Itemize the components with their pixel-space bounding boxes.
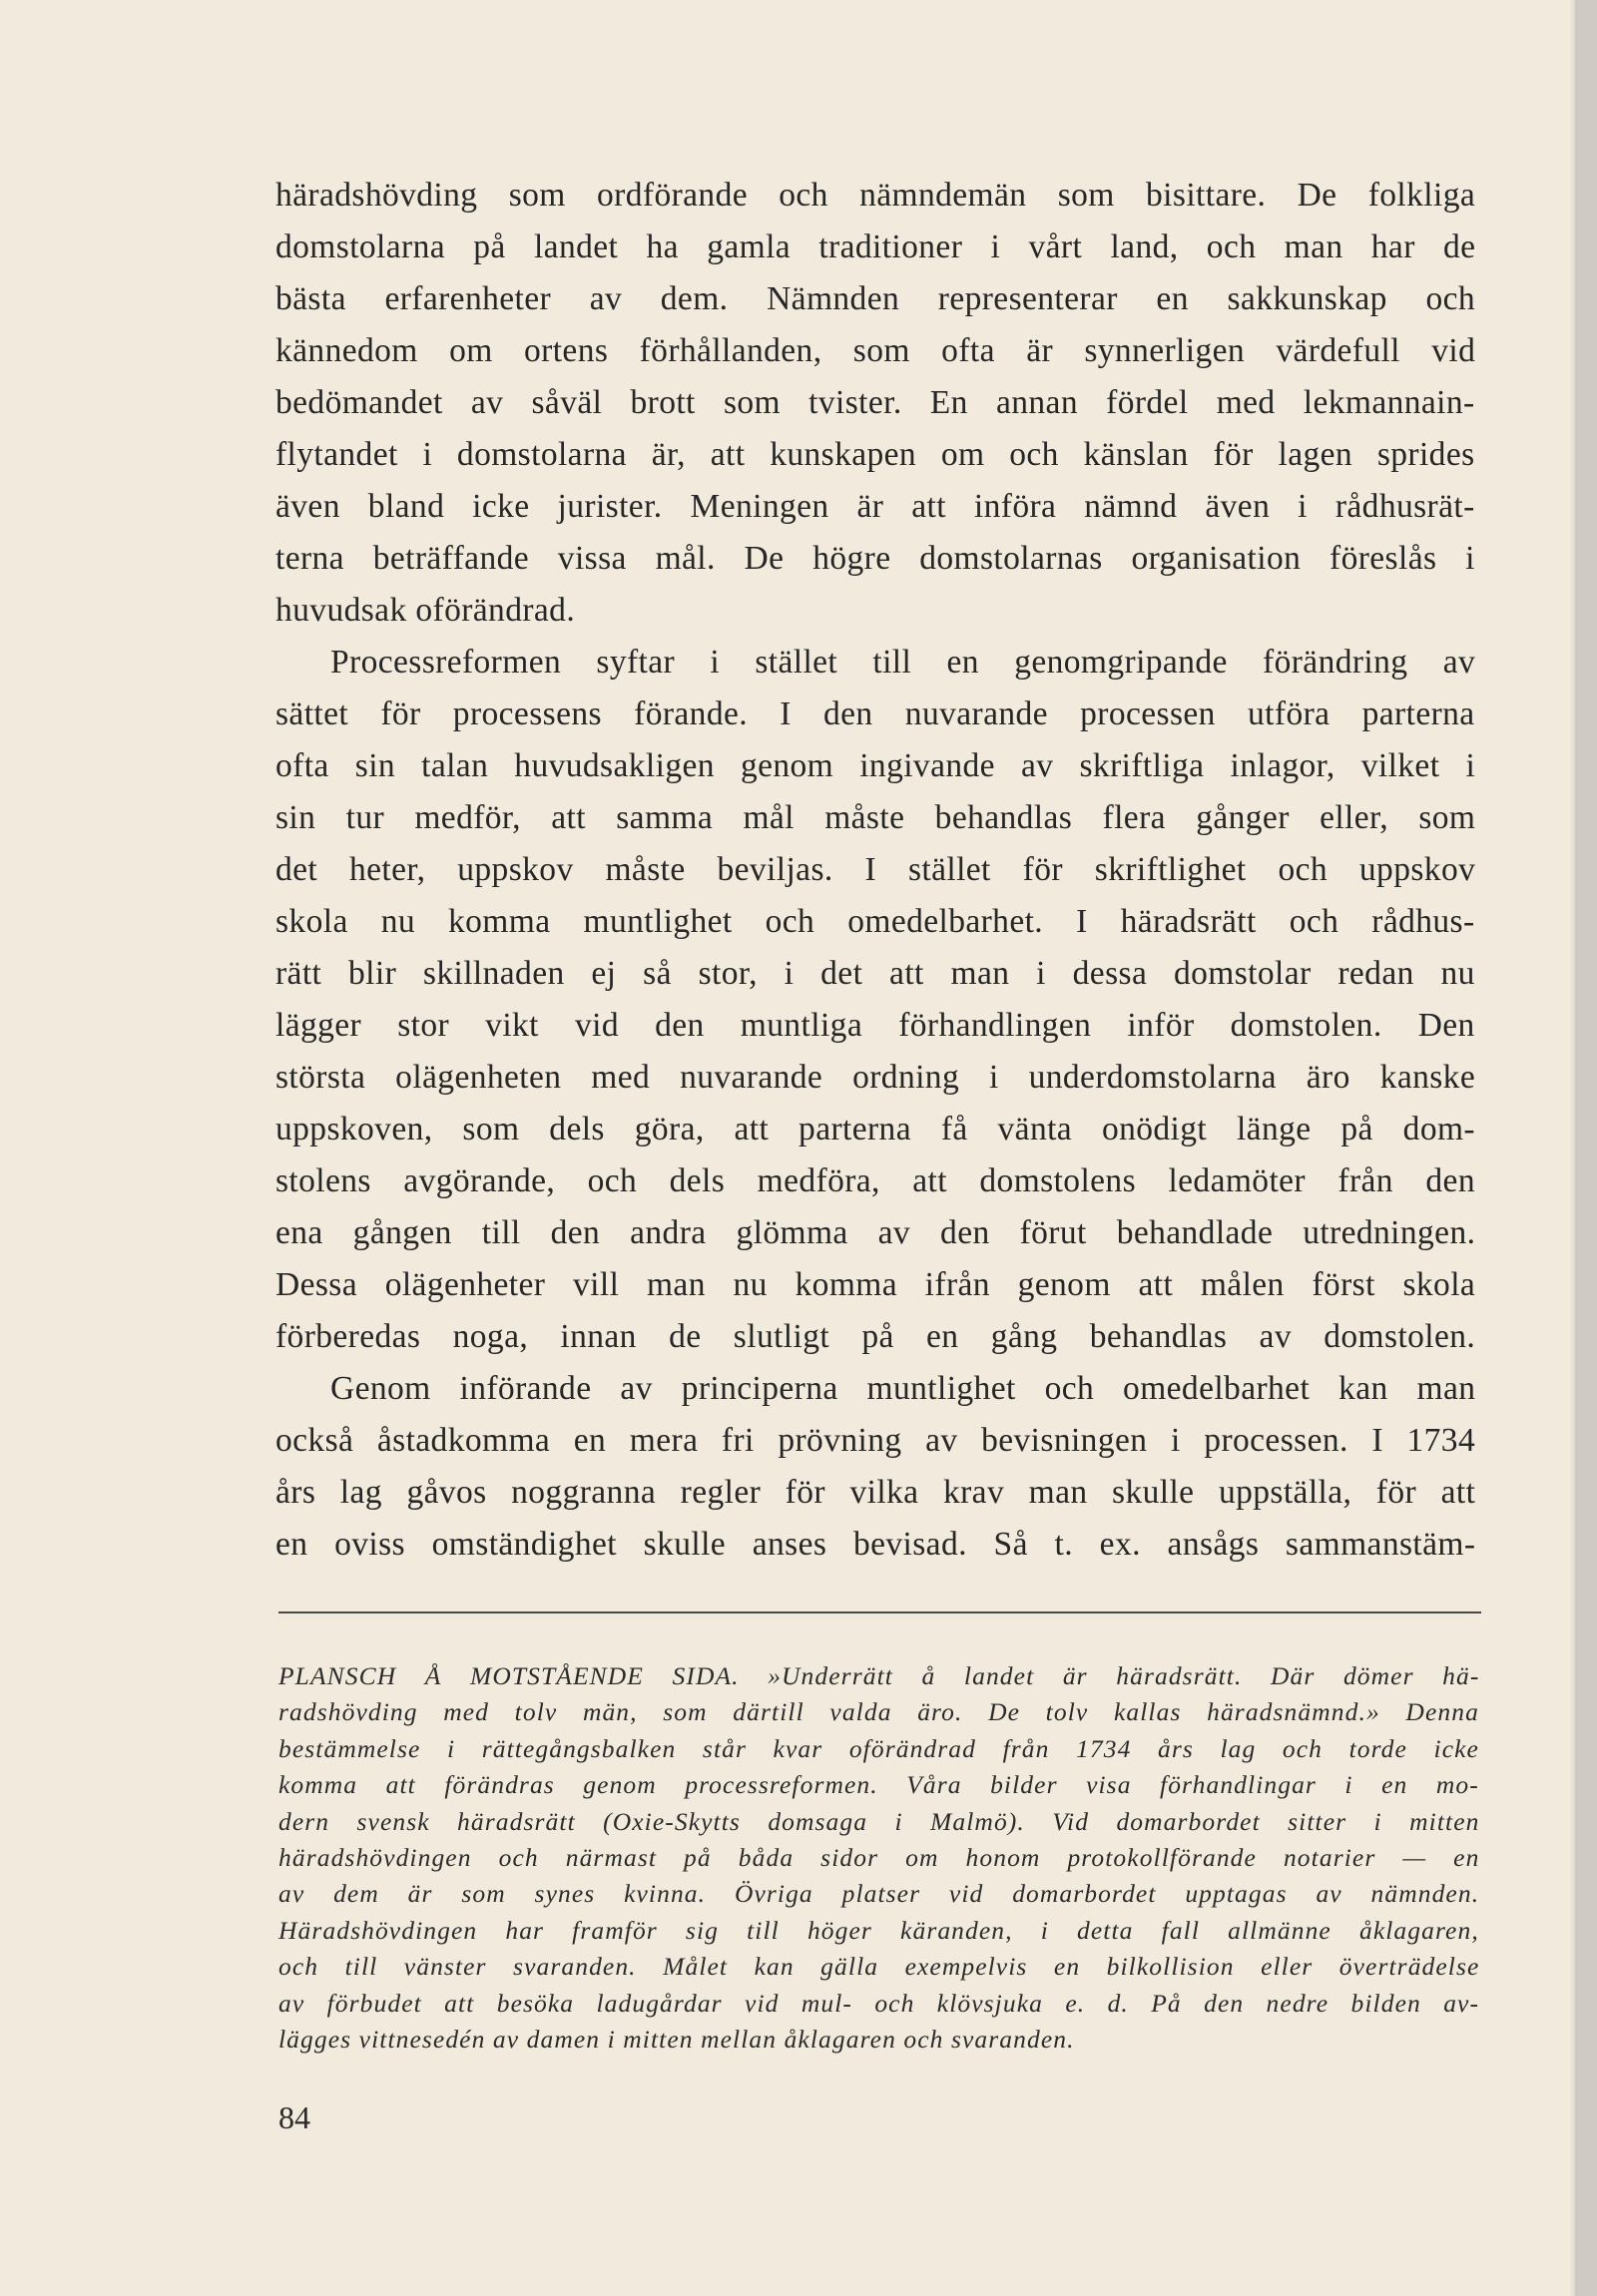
text-line: terna beträffande vissa mål. De högre domstolarnas organisation föreslås i bbox=[275, 540, 1475, 577]
caption-line: av dem är som synes kvinna. Övriga platser vid domarbordet upptagas av nämnden. bbox=[278, 1879, 1480, 1909]
text-line: bästa erfarenheter av dem. Nämnden representerar en sakkunskap och bbox=[275, 280, 1476, 317]
text-line: flytandet i domstolarna är, att kunskapen om och känslan för lagen sprides bbox=[275, 436, 1475, 473]
caption-line: Häradshövdingen har framför sig till höger käranden, i detta fall allmänne åklagaren, bbox=[278, 1915, 1479, 1945]
text-line: en oviss omständighet skulle anses bevisad. Så t. ex. ansågs sammanstäm- bbox=[275, 1526, 1476, 1563]
text-line: rätt blir skillnaden ej så stor, i det att man i dessa domstolar redan nu bbox=[275, 955, 1475, 992]
text-line: bedömandet av såväl brott som tvister. En annan fördel med lekmannain- bbox=[275, 384, 1475, 421]
text-line: kännedom om ortens förhållanden, som ofta är synnerligen värdefull vid bbox=[275, 332, 1476, 369]
caption-line: av förbudet att besöka ladugårdar vid mul- och klövsjuka e. d. På den nedre bilden av- bbox=[278, 1988, 1480, 2018]
text-line: ena gången till den andra glömma av den förut behandlade utredningen. bbox=[275, 1214, 1476, 1251]
text-line: största olägenheten med nuvarande ordning i underdomstolarna äro kanske bbox=[275, 1059, 1476, 1096]
main-body-text bbox=[275, 170, 1475, 1571]
text-line: lägger stor vikt vid den muntliga förhandlingen inför domstolen. Den bbox=[275, 1007, 1475, 1044]
text-line: stolens avgörande, och dels medföra, att domstolens ledamöter från den bbox=[275, 1162, 1475, 1199]
body-paragraph bbox=[275, 170, 1475, 637]
text-line: Genom införande av principerna muntlighet och omedelbarhet kan man bbox=[330, 1370, 1476, 1407]
caption-line: PLANSCH Å MOTSTÅENDE SIDA. »Underrätt å landet är häradsrätt. Där dömer hä- bbox=[278, 1661, 1480, 1690]
caption-line: bestämmelse i rättegångsbalken står kvar oförändrad från 1734 års lag och torde icke bbox=[278, 1733, 1479, 1763]
caption-line: och till vänster svaranden. Målet kan gälla exempelvis en bilkollision eller överträdelse bbox=[278, 1952, 1480, 1982]
caption-line: radshövding med tolv män, som därtill valda äro. De tolv kallas häradsnämnd.» Denna bbox=[278, 1697, 1479, 1727]
text-line: häradshövding som ordförande och nämndemän som bisittare. De folkliga bbox=[275, 177, 1476, 214]
body-paragraph bbox=[275, 637, 1475, 1363]
text-line: ofta sin talan huvudsakligen genom ingivande av skriftliga inlagor, vilket i bbox=[275, 747, 1476, 784]
plate-caption bbox=[278, 1658, 1479, 2058]
text-line: Processreformen syftar i stället till en genomgripande förändring av bbox=[330, 644, 1476, 681]
caption-line: dern svensk häradsrätt (Oxie-Skytts domsaga i Malmö). Vid domarbordet sitter i mitten bbox=[278, 1806, 1480, 1836]
text-line: domstolarna på landet ha gamla traditioner i vårt land, och man har de bbox=[275, 229, 1476, 265]
text-line: uppskoven, som dels göra, att parterna få vänta onödigt länge på dom- bbox=[275, 1111, 1475, 1148]
text-line: förberedas noga, innan de slutligt på en gång behandlas av domstolen. bbox=[275, 1318, 1476, 1355]
page-number: 84 bbox=[278, 2099, 310, 2135]
text-line: även bland icke jurister. Meningen är att införa nämnd även i rådhusrät- bbox=[275, 488, 1475, 525]
body-paragraph bbox=[275, 1363, 1475, 1571]
text-line: sättet för processens förande. I den nuvarande processen utföra parterna bbox=[275, 695, 1475, 732]
page-edge bbox=[1575, 0, 1597, 2296]
text-line: också åstadkomma en mera fri prövning av bevisningen i processen. I 1734 bbox=[275, 1422, 1476, 1459]
text-line: sin tur medför, att samma mål måste behandlas flera gånger eller, som bbox=[275, 799, 1476, 836]
text-line: års lag gåvos noggranna regler för vilka krav man skulle uppställa, för att bbox=[275, 1474, 1476, 1511]
text-line: huvudsak oförändrad. bbox=[275, 592, 576, 629]
caption-line: komma att förändras genom processreformen. Våra bilder visa förhandlingar i en mo- bbox=[278, 1770, 1479, 1800]
caption-divider bbox=[278, 1611, 1481, 1613]
text-line: Dessa olägenheter vill man nu komma ifrån genom att målen först skola bbox=[275, 1266, 1476, 1303]
text-line: skola nu komma muntlighet och omedelbarhet. I häradsrätt och rådhus- bbox=[275, 903, 1475, 940]
caption-line: lägges vittnesedén av damen i mitten mellan åklagaren och svaranden. bbox=[278, 2025, 1075, 2055]
text-line: det heter, uppskov måste beviljas. I stället för skriftlighet och uppskov bbox=[275, 851, 1476, 888]
caption-line: häradshövdingen och närmast på båda sidor om honom protokollförande notarier — en bbox=[278, 1843, 1480, 1873]
